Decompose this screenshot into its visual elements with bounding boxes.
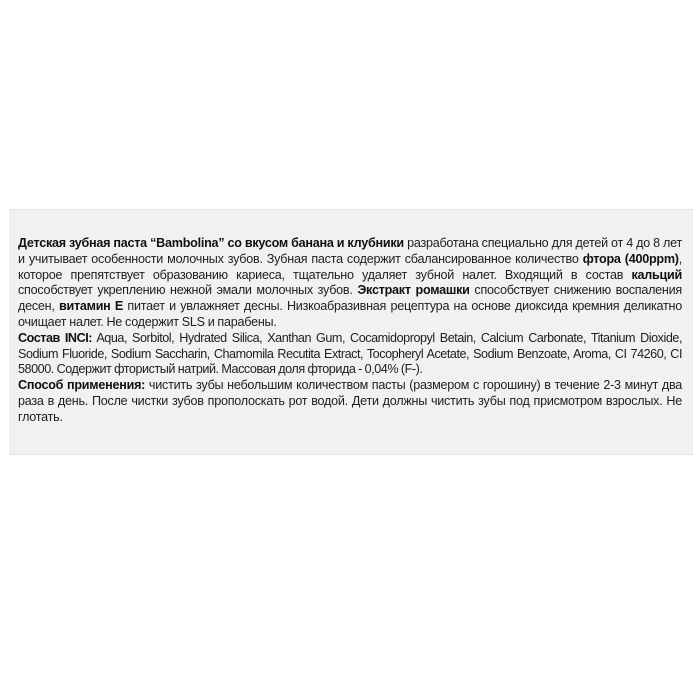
composition-paragraph (18, 331, 682, 378)
label-text-block (18, 236, 682, 426)
product-title: Детская зубная паста “Bambolina” со вкусом банана и клубники (18, 236, 404, 250)
chamomile-highlight: Экстракт ромашки (357, 283, 470, 298)
calcium-highlight: кальций (631, 267, 682, 282)
usage-label: Способ применения: (18, 378, 146, 393)
description-text: , которое препятствует образованию кариеса, тщательно удаляет зубной налет. Входящий в состав (18, 251, 682, 282)
description-text: способствует снижению воспаления десен, (18, 283, 682, 314)
usage-text: чистить зубы небольшим количеством пасты (размером с горошину) в течение 2-3 минут два раза в день. После чистки зубов прополоскать рот водой. Дети должны чистить зубы под присмотром взрослых. Не глотать. (18, 378, 682, 424)
composition-label: Состав INCI: (18, 330, 93, 345)
fluoride-highlight: фтора (400ppm) (582, 251, 679, 266)
vitamin-e-highlight: витамин Е (58, 299, 124, 314)
usage-paragraph (18, 378, 682, 425)
description-text: способствует укреплению нежной эмали молочных зубов. (18, 283, 358, 298)
description-text: разработана специально для детей от 4 до 8 лет и учитывает особенности молочных зубов. Зубная паста содержит сбалансированное количество (18, 236, 683, 266)
composition-text: Aqua, Sorbitol, Hydrated Silica, Xanthan Gum, Cocamidopropyl Betain, Calcium Carbonate, Titanium Dioxide, Sodium Fluoride, Sodium Saccharin, Chamomila Recutita Extract, Tocopheryl Acetate, Sodium Benzoate, Aroma, CI 74260, CI 58000. Содержит фтористый натрий. Массовая доля фторида - 0,04% (F-). (18, 330, 682, 377)
description-paragraph (18, 236, 682, 331)
description-text: питает и увлажняет десны. Низкоабразивная рецептура на основе диоксида кремния деликатно очищает налет. Не содержит SLS и парабены. (18, 299, 682, 329)
